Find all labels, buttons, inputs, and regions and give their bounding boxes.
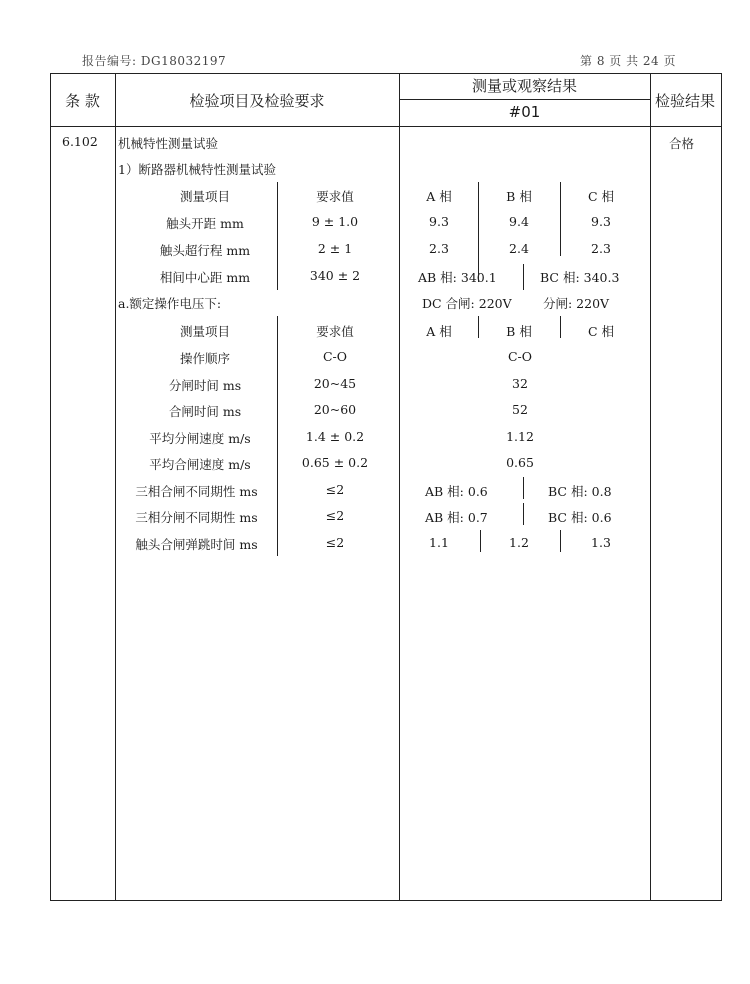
voltage-label: a.额定操作电压下: [118,296,222,311]
page-number: 第 8 页 共 24 页 [580,54,676,68]
part1-head-b: B 相 [506,189,532,204]
bounce-item: 触头合闸弹跳时间 ms [135,537,258,552]
voltage-dc-close: DC 合闸: 220V [422,296,512,311]
part2-item: 平均合闸速度 m/s [149,457,251,472]
part2-head-a: A 相 [426,324,452,339]
part1-item: 触头超行程 mm [159,243,251,258]
phase-separator [523,264,524,290]
part1-a: 2.3 [429,241,449,256]
part1-a: 9.3 [429,214,449,229]
phase-separator [480,530,481,552]
part2-req: 20~45 [313,376,357,391]
part1-center-bc: BC 相: 340.3 [540,270,620,285]
part2-item: 操作顺序 [179,351,230,366]
phase-separator [523,477,524,499]
part2-value: 1.12 [506,429,534,444]
part2-head-b: B 相 [506,324,532,339]
phase-separator [560,530,561,552]
col-divider [650,74,651,900]
col-divider [115,74,116,900]
part1-b: 2.4 [509,241,529,256]
async-close-req: ≤2 [325,482,345,497]
item-separator [277,316,278,556]
clause-number: 6.102 [62,134,98,149]
part2-value: 52 [512,402,528,417]
voltage-open: 分闸: 220V [543,296,610,311]
part2-item: 分闸时间 ms [168,378,242,393]
async-close-item: 三相合闸不同期性 ms [135,484,258,499]
report-number: 报告编号: DG18032197 [82,54,227,68]
phase-separator [560,182,561,256]
async-open-bc: BC 相: 0.6 [548,510,612,525]
part2-head-item: 测量项目 [179,324,230,339]
part1-item: 触头开距 mm [166,216,244,231]
part2-value: 0.65 [506,455,534,470]
phase-separator [478,182,479,282]
part1-head-c: C 相 [587,189,615,204]
bounce-c: 1.3 [591,535,611,550]
row-divider [51,126,721,127]
section-title: 机械特性测量试验 [118,136,219,151]
async-open-req: ≤2 [325,508,345,523]
part1-c: 2.3 [591,241,611,256]
part2-head-req: 要求值 [316,324,354,339]
header-sample: #01 [508,103,541,121]
bounce-a: 1.1 [429,535,449,550]
part2-req: C-O [322,349,348,364]
part1-req: 2 ± 1 [317,241,353,256]
part2-value: C-O [507,349,533,364]
part1-center-item: 相间中心距 mm [159,270,251,285]
part2-value: 32 [512,376,528,391]
part2-req: 1.4 ± 0.2 [305,429,365,444]
async-open-ab: AB 相: 0.7 [425,510,488,525]
header-result: 检验结果 [654,92,715,110]
part2-req: 20~60 [313,402,357,417]
part2-item: 平均分闸速度 m/s [149,431,251,446]
phase-separator [523,503,524,525]
row-divider [399,99,650,100]
async-close-bc: BC 相: 0.8 [548,484,612,499]
phase-separator [560,316,561,338]
col-divider [399,74,400,900]
part1-c: 9.3 [591,214,611,229]
part1-head-req: 要求值 [316,189,354,204]
part1-head-a: A 相 [426,189,452,204]
part2-head-c: C 相 [587,324,615,339]
part1-center-ab: AB 相: 340.1 [418,270,497,285]
part1-req: 9 ± 1.0 [311,214,359,229]
bounce-req: ≤2 [325,535,345,550]
bounce-b: 1.2 [509,535,529,550]
header-clause: 条 款 [65,92,100,110]
part2-req: 0.65 ± 0.2 [301,455,369,470]
async-open-item: 三相分闸不同期性 ms [135,510,258,525]
async-close-ab: AB 相: 0.6 [425,484,488,499]
subsection-title: 1）断路器机械特性测量试验 [118,162,276,177]
header-items: 检验项目及检验要求 [189,92,325,110]
part1-head-item: 测量项目 [179,189,230,204]
result-value: 合格 [669,136,695,151]
part1-center-req: 340 ± 2 [309,268,361,283]
item-separator [277,182,278,290]
phase-separator [478,316,479,338]
part2-item: 合闸时间 ms [168,404,242,419]
header-observed: 测量或观察结果 [471,77,577,95]
part1-b: 9.4 [509,214,529,229]
